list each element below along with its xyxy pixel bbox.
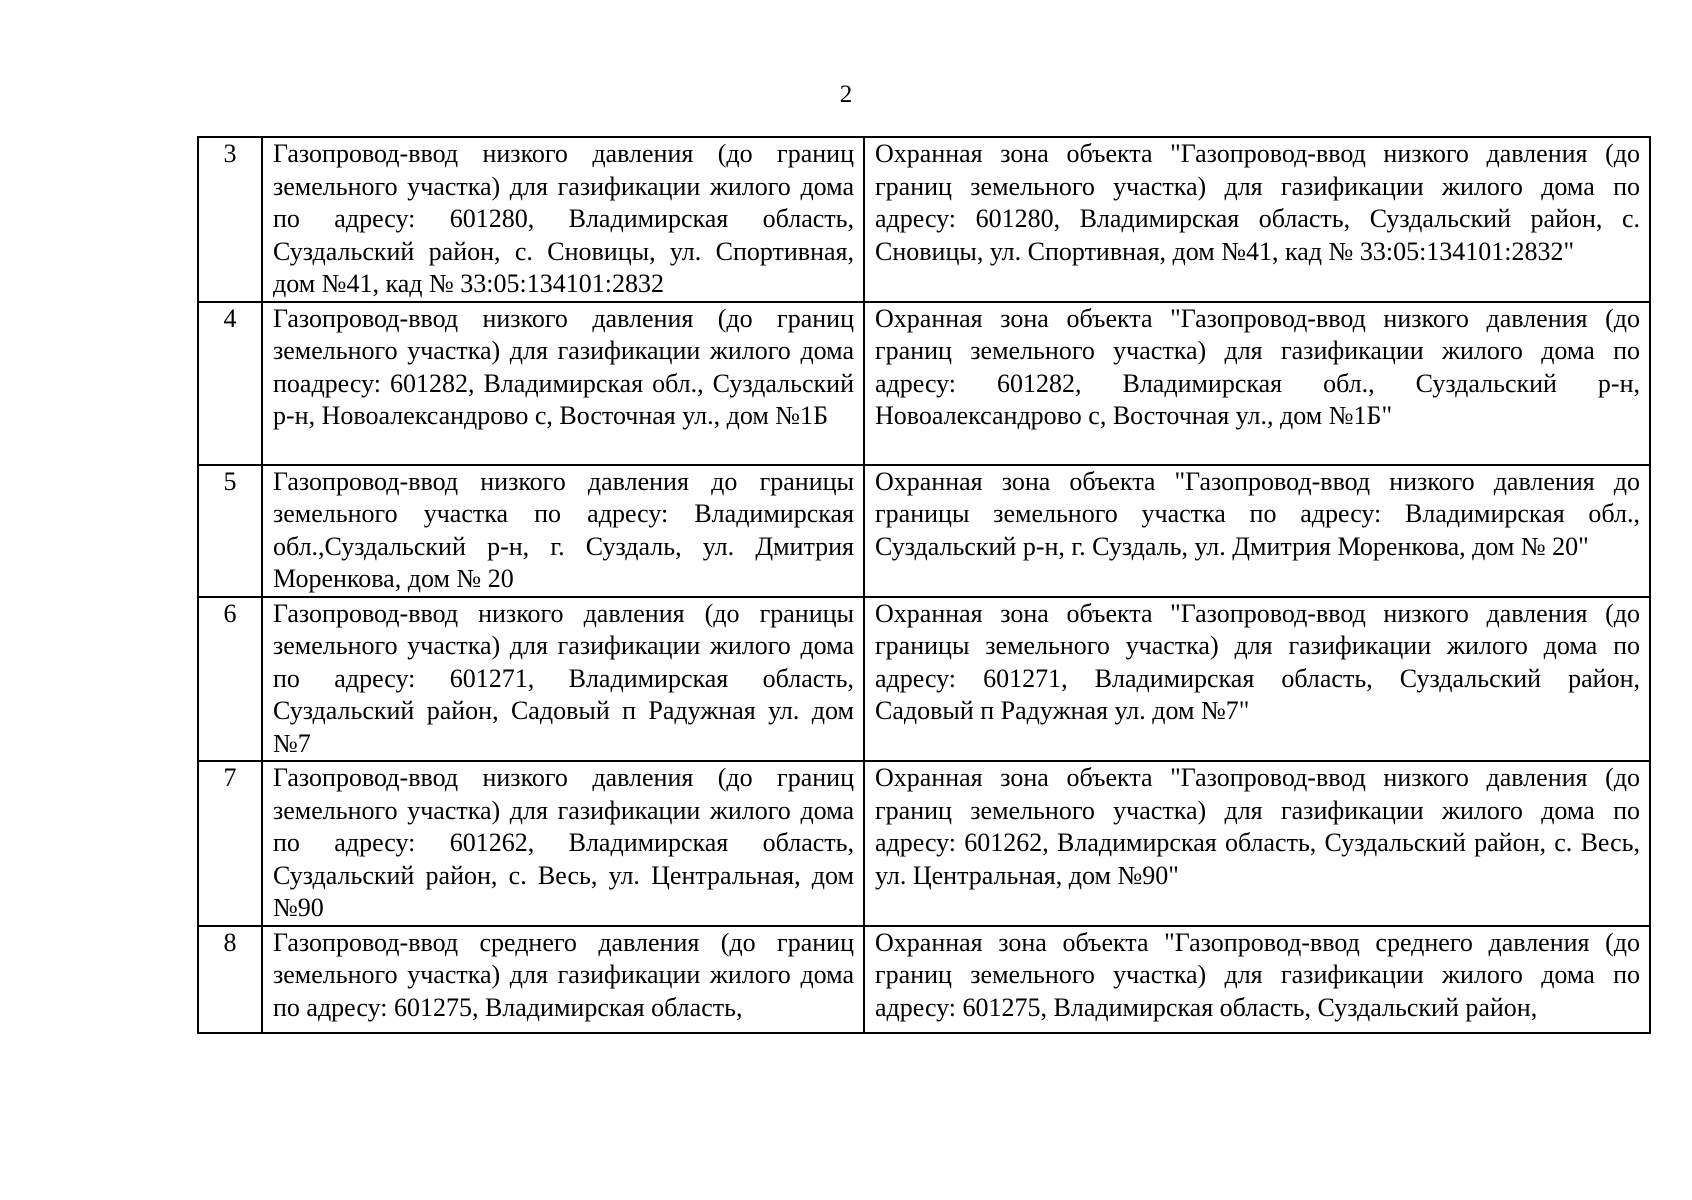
row-number: 5 [198,465,262,597]
protection-zone-description: Охранная зона объекта "Газопровод-ввод низкого давления (до границ земельного участка) для газификации жилого дома по адресу: 601262, Владимирская область, Суздальский район, с. Весь, ул. Центральная, дом №90" [864,761,1650,926]
row-number: 6 [198,597,262,762]
protection-zone-description: Охранная зона объекта "Газопровод-ввод среднего давления (до границ земельного участка) для газификации жилого дома по адресу: 601275, Владимирская область, Суздальский район, [864,926,1650,1033]
table-row [198,302,1650,465]
protection-zone-description: Охранная зона объекта "Газопровод-ввод низкого давления до границы земельного участка по адресу: Владимирская обл., Суздальский р-н, г. Суздаль, ул. Дмитрия Моренкова, дом № 20" [864,465,1650,597]
table-row [198,137,1650,302]
table-row [198,465,1650,597]
page-number: 2 [839,81,853,108]
row-number: 7 [198,761,262,926]
table-row [198,926,1650,1033]
row-number: 3 [198,137,262,302]
object-description: Газопровод-ввод низкого давления до границы земельного участка по адресу: Владимирская обл.,Суздальский р-н, г. Суздаль, ул. Дмитрия Моренкова, дом № 20 [262,465,864,597]
object-description: Газопровод-ввод низкого давления (до границы земельного участка) для газификации жилого дома по адресу: 601271, Владимирская область, Суздальский район, Садовый п Радужная ул. дом №7 [262,597,864,762]
registry-table [197,136,1651,1034]
object-description: Газопровод-ввод среднего давления (до границ земельного участка) для газификации жилого дома по адресу: 601275, Владимирская область, [262,926,864,1033]
row-number: 8 [198,926,262,1033]
table-row [198,597,1650,762]
protection-zone-description: Охранная зона объекта "Газопровод-ввод низкого давления (до границы земельного участка) для газификации жилого дома по адресу: 601271, Владимирская область, Суздальский район, Садовый п Радужная ул. дом №7" [864,597,1650,762]
object-description: Газопровод-ввод низкого давления (до границ земельного участка) для газификации жилого дома по адресу: 601262, Владимирская область, Суздальский район, с. Весь, ул. Центральная, дом №90 [262,761,864,926]
object-description: Газопровод-ввод низкого давления (до границ земельного участка) для газификации жилого дома поадресу: 601282, Владимирская обл., Суздальский р-н, Новоалександрово с, Восточная ул., дом №1Б [262,302,864,465]
object-description: Газопровод-ввод низкого давления (до границ земельного участка) для газификации жилого дома по адресу: 601280, Владимирская область, Суздальский район, с. Сновицы, ул. Спортивная, дом №41, кад № 33:05:134101:2832 [262,137,864,302]
protection-zone-description: Охранная зона объекта "Газопровод-ввод низкого давления (до границ земельного участка) для газификации жилого дома по адресу: 601282, Владимирская обл., Суздальский р-н, Новоалександрово с, Восточная ул., дом №1Б" [864,302,1650,465]
row-number: 4 [198,302,262,465]
table-row [198,761,1650,926]
protection-zone-description: Охранная зона объекта "Газопровод-ввод низкого давления (до границ земельного участка) для газификации жилого дома по адресу: 601280, Владимирская область, Суздальский район, с. Сновицы, ул. Спортивная, дом №41, кад № 33:05:134101:2832" [864,137,1650,302]
